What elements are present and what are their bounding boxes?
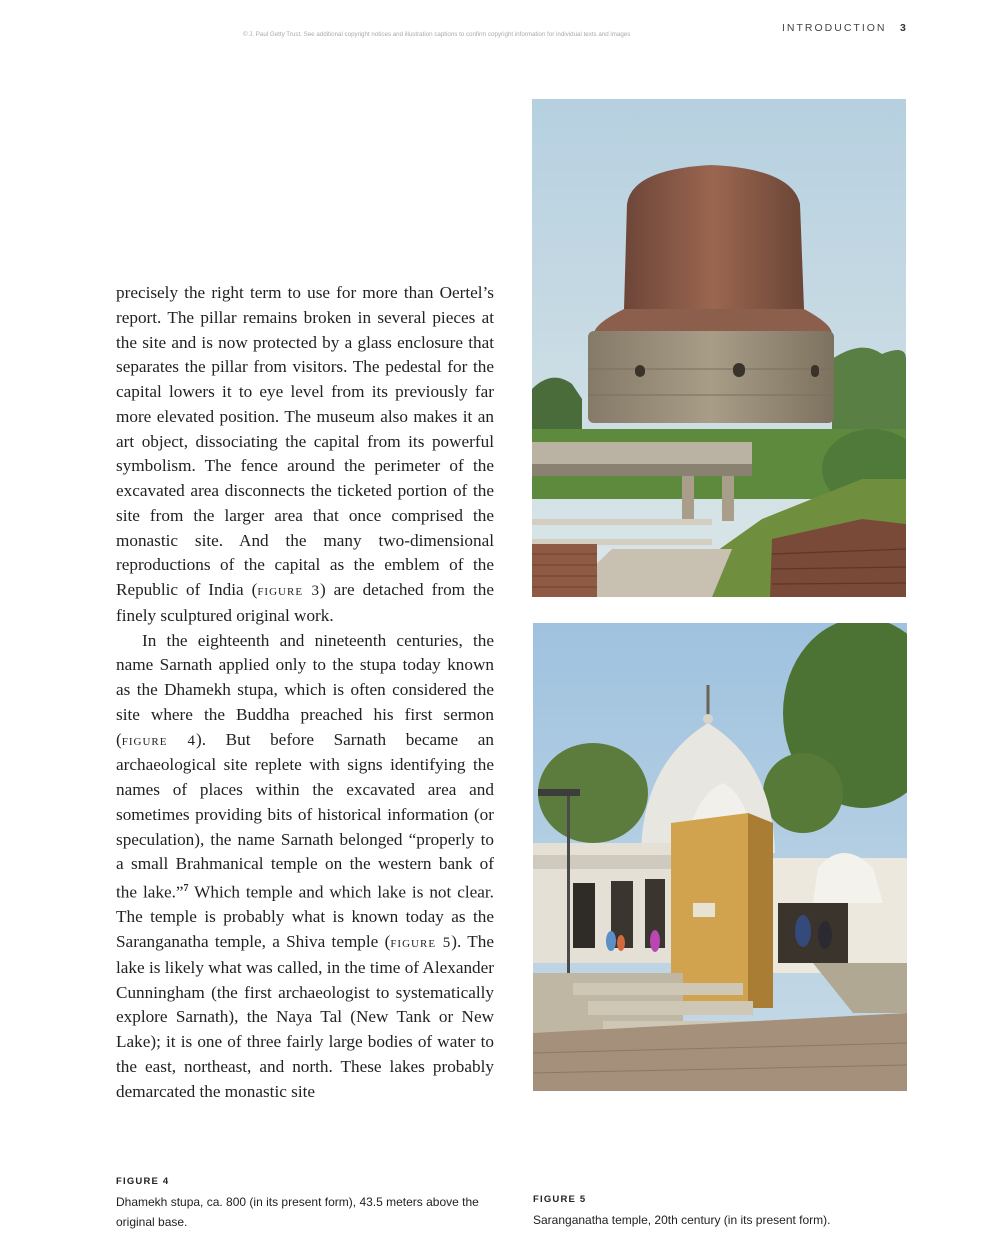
paragraph-1-text-a: precisely the right term to use for more than Oertel’s report. The pillar remains broken in several pieces at the site and is now protected by a glass enclosure that separates the pillar from visitors. The pedestal for the capital lowers it to eye level from its previously far more elevated position. The museum also makes it an art object, dissociating the capital from its powerful symbolism. The fence around the perimeter of the excavated area disconnects the ticketed portion of the site from the larger area that once comprised the monastic site. And the many two-dimensional reproductions of the capital as the emblem of the Republic of India (	[116, 283, 494, 599]
figure-3-reference: figure 3	[257, 583, 320, 599]
paragraph-2-text-b: ). But before Sarnath became an archaeological site replete with signs identifying the names of places within the excavated area and sometimes providing bits of historical information (or speculation), the name Sarnath belonged “properly to a small Brahmanical temple on the western bank of the lake.”	[116, 729, 494, 902]
paragraph-2-text-a: In the eighteenth and nineteenth centuries, the name Sarnath applied only to the stupa today known as the Dhamekh stupa, which is often considered the site where the Buddha preached his first sermon (	[116, 630, 494, 749]
figure-4-caption	[116, 1176, 496, 1232]
paragraph-1	[116, 281, 494, 629]
paragraph-1-text-b: ) are detached from the finely sculptured original work.	[116, 580, 494, 625]
paragraph-2	[116, 629, 494, 1105]
paragraph-2-text-d: ). The lake is likely what was called, in the time of Alexander Cunningham (the first archaeologist to systematically explore Sarnath), the Naya Tal (New Tank or New Lake); it is one of three fairly large bodies of water to the east, northeast, and north. These lakes probably demarcated the monastic site	[116, 932, 494, 1101]
temple-illustration	[533, 623, 907, 1091]
figure-5-label: FIGURE 5	[533, 1194, 587, 1205]
figure-5-photo	[533, 623, 907, 1091]
figure-4-label: FIGURE 4	[116, 1176, 170, 1187]
figure-5-reference: figure 5	[390, 935, 452, 952]
figure-4-reference: figure 4	[121, 732, 197, 749]
running-header-section: INTRODUCTION	[782, 22, 887, 34]
figure-5-caption-text: Saranganatha temple, 20th century (in its present form).	[533, 1213, 831, 1227]
footnote-marker: 7	[183, 883, 189, 894]
page-number: 3	[900, 22, 906, 34]
copyright-notice: © J. Paul Getty Trust. See additional copyright notices and illustration captions to confirm copyright information for individual texts and images	[243, 31, 631, 38]
figure-5-caption	[533, 1194, 913, 1231]
stupa-illustration	[532, 99, 906, 597]
figure-4-caption-text: Dhamekh stupa, ca. 800 (in its present form), 43.5 meters above the original base.	[116, 1195, 479, 1229]
figure-4-photo	[532, 99, 906, 597]
body-text	[116, 281, 494, 1104]
paragraph-2-text-c: Which temple and which lake is not clear. The temple is probably what is known today as the Saranganatha temple, a Shiva temple (	[116, 882, 494, 952]
